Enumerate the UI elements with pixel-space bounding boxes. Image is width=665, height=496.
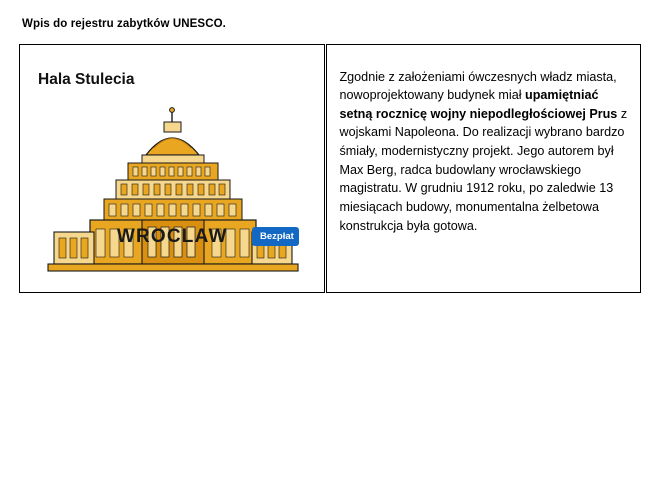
table-cell-illustration [19, 44, 325, 293]
article-paragraph: Zgodnie z założeniami ówczesnych władz miasta, nowoprojektowany budynek miał upamiętniać setną rocznicę wojny niepodległościowej Prus z wojskami Napoleona. Do realizacji wybrano bardzo śmiały, modernistyczny projekt. Jego autorem był Max Berg, radca budowlany wrocławskiego magistratu. W grudniu 1912 roku, po zaledwie 13 miesiącach budowy, monumentalna żelbetowa konstrukcja była gotowa. [339, 69, 628, 233]
table-cell-text [326, 44, 641, 293]
hala-stulecia-building-illustration [20, 103, 324, 288]
monument-name: Hala Stulecia [38, 71, 135, 88]
status-badge: Bezpłat [252, 227, 299, 246]
city-label: WROCLAW [116, 226, 228, 247]
content-table [19, 44, 641, 293]
page-title: Wpis do rejestru zabytków UNESCO. [22, 18, 226, 30]
